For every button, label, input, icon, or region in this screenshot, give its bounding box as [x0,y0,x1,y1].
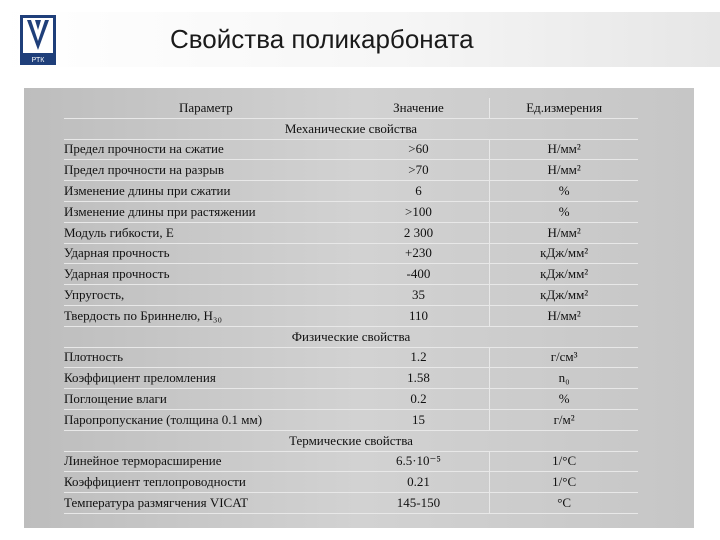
table-row [64,451,638,472]
table-row [64,472,638,493]
section-title: Механические свойства [64,118,638,139]
parameter-cell: Коэффициент преломления [64,368,348,389]
unit-cell: Н/мм² [490,160,638,181]
parameter-cell: Паропропускание (толщина 0.1 мм) [64,409,348,430]
properties-table [64,98,638,514]
parameter-cell: Упругость, [64,285,348,306]
logo-text: РТК [31,57,45,64]
table-row [64,139,638,160]
value-cell: 35 [348,285,490,306]
parameter-cell: Линейное терморасширение [64,451,348,472]
parameter-cell: Изменение длины при сжатии [64,181,348,202]
section-title: Физические свойства [64,326,638,347]
parameter-cell: Изменение длины при растяжении [64,201,348,222]
table-row [64,389,638,410]
table-row [64,201,638,222]
company-logo [18,14,58,66]
value-cell: 145-150 [348,493,490,514]
column-header-value: Значение [348,98,490,118]
value-cell: >70 [348,160,490,181]
parameter-cell: Коэффициент теплопроводности [64,472,348,493]
parameter-cell: Поглощение влаги [64,389,348,410]
section-title: Термические свойства [64,430,638,451]
table-row [64,285,638,306]
section-header-row [64,118,638,139]
unit-cell: г/см³ [490,347,638,368]
parameter-cell: Ударная прочность [64,243,348,264]
section-header-row [64,430,638,451]
table-row [64,264,638,285]
value-cell: 6 [348,181,490,202]
table-row [64,409,638,430]
table-row [64,181,638,202]
unit-cell: кДж/мм² [490,243,638,264]
unit-cell: Н/мм² [490,222,638,243]
value-cell: -400 [348,264,490,285]
unit-cell: Н/мм² [490,305,638,326]
unit-cell: 1/°C [490,472,638,493]
table-row [64,222,638,243]
page-title: Свойства поликарбоната [170,24,474,54]
unit-cell: % [490,181,638,202]
table-row [64,243,638,264]
value-cell: 1.2 [348,347,490,368]
value-cell: 2 300 [348,222,490,243]
value-cell: >60 [348,139,490,160]
value-cell: 0.2 [348,389,490,410]
value-cell: >100 [348,201,490,222]
parameter-cell: Ударная прочность [64,264,348,285]
unit-cell: n₀ [490,368,638,389]
table-header-row [64,98,638,118]
value-cell: 110 [348,305,490,326]
parameter-cell: Температура размягчения VICAT [64,493,348,514]
unit-cell: кДж/мм² [490,264,638,285]
unit-cell: 1/°C [490,451,638,472]
unit-cell: % [490,389,638,410]
value-cell: +230 [348,243,490,264]
unit-cell: г/м² [490,409,638,430]
column-header-parameter: Параметр [64,98,348,118]
table-row [64,368,638,389]
value-cell: 1.58 [348,368,490,389]
table-row [64,493,638,514]
unit-cell: % [490,201,638,222]
value-cell: 0.21 [348,472,490,493]
value-cell: 15 [348,409,490,430]
parameter-cell: Предел прочности на сжатие [64,139,348,160]
parameter-cell: Твердость по Бриннелю, H₃₀ [64,305,348,326]
table-row [64,347,638,368]
parameter-cell: Плотность [64,347,348,368]
table-row [64,160,638,181]
unit-cell: Н/мм² [490,139,638,160]
value-cell: 6.5·10⁻⁵ [348,451,490,472]
unit-cell: °C [490,493,638,514]
table-row [64,305,638,326]
header-bar [0,0,720,68]
section-header-row [64,326,638,347]
column-header-unit: Ед.измерения [490,98,638,118]
parameter-cell: Модуль гибкости, E [64,222,348,243]
parameter-cell: Предел прочности на разрыв [64,160,348,181]
unit-cell: кДж/мм² [490,285,638,306]
